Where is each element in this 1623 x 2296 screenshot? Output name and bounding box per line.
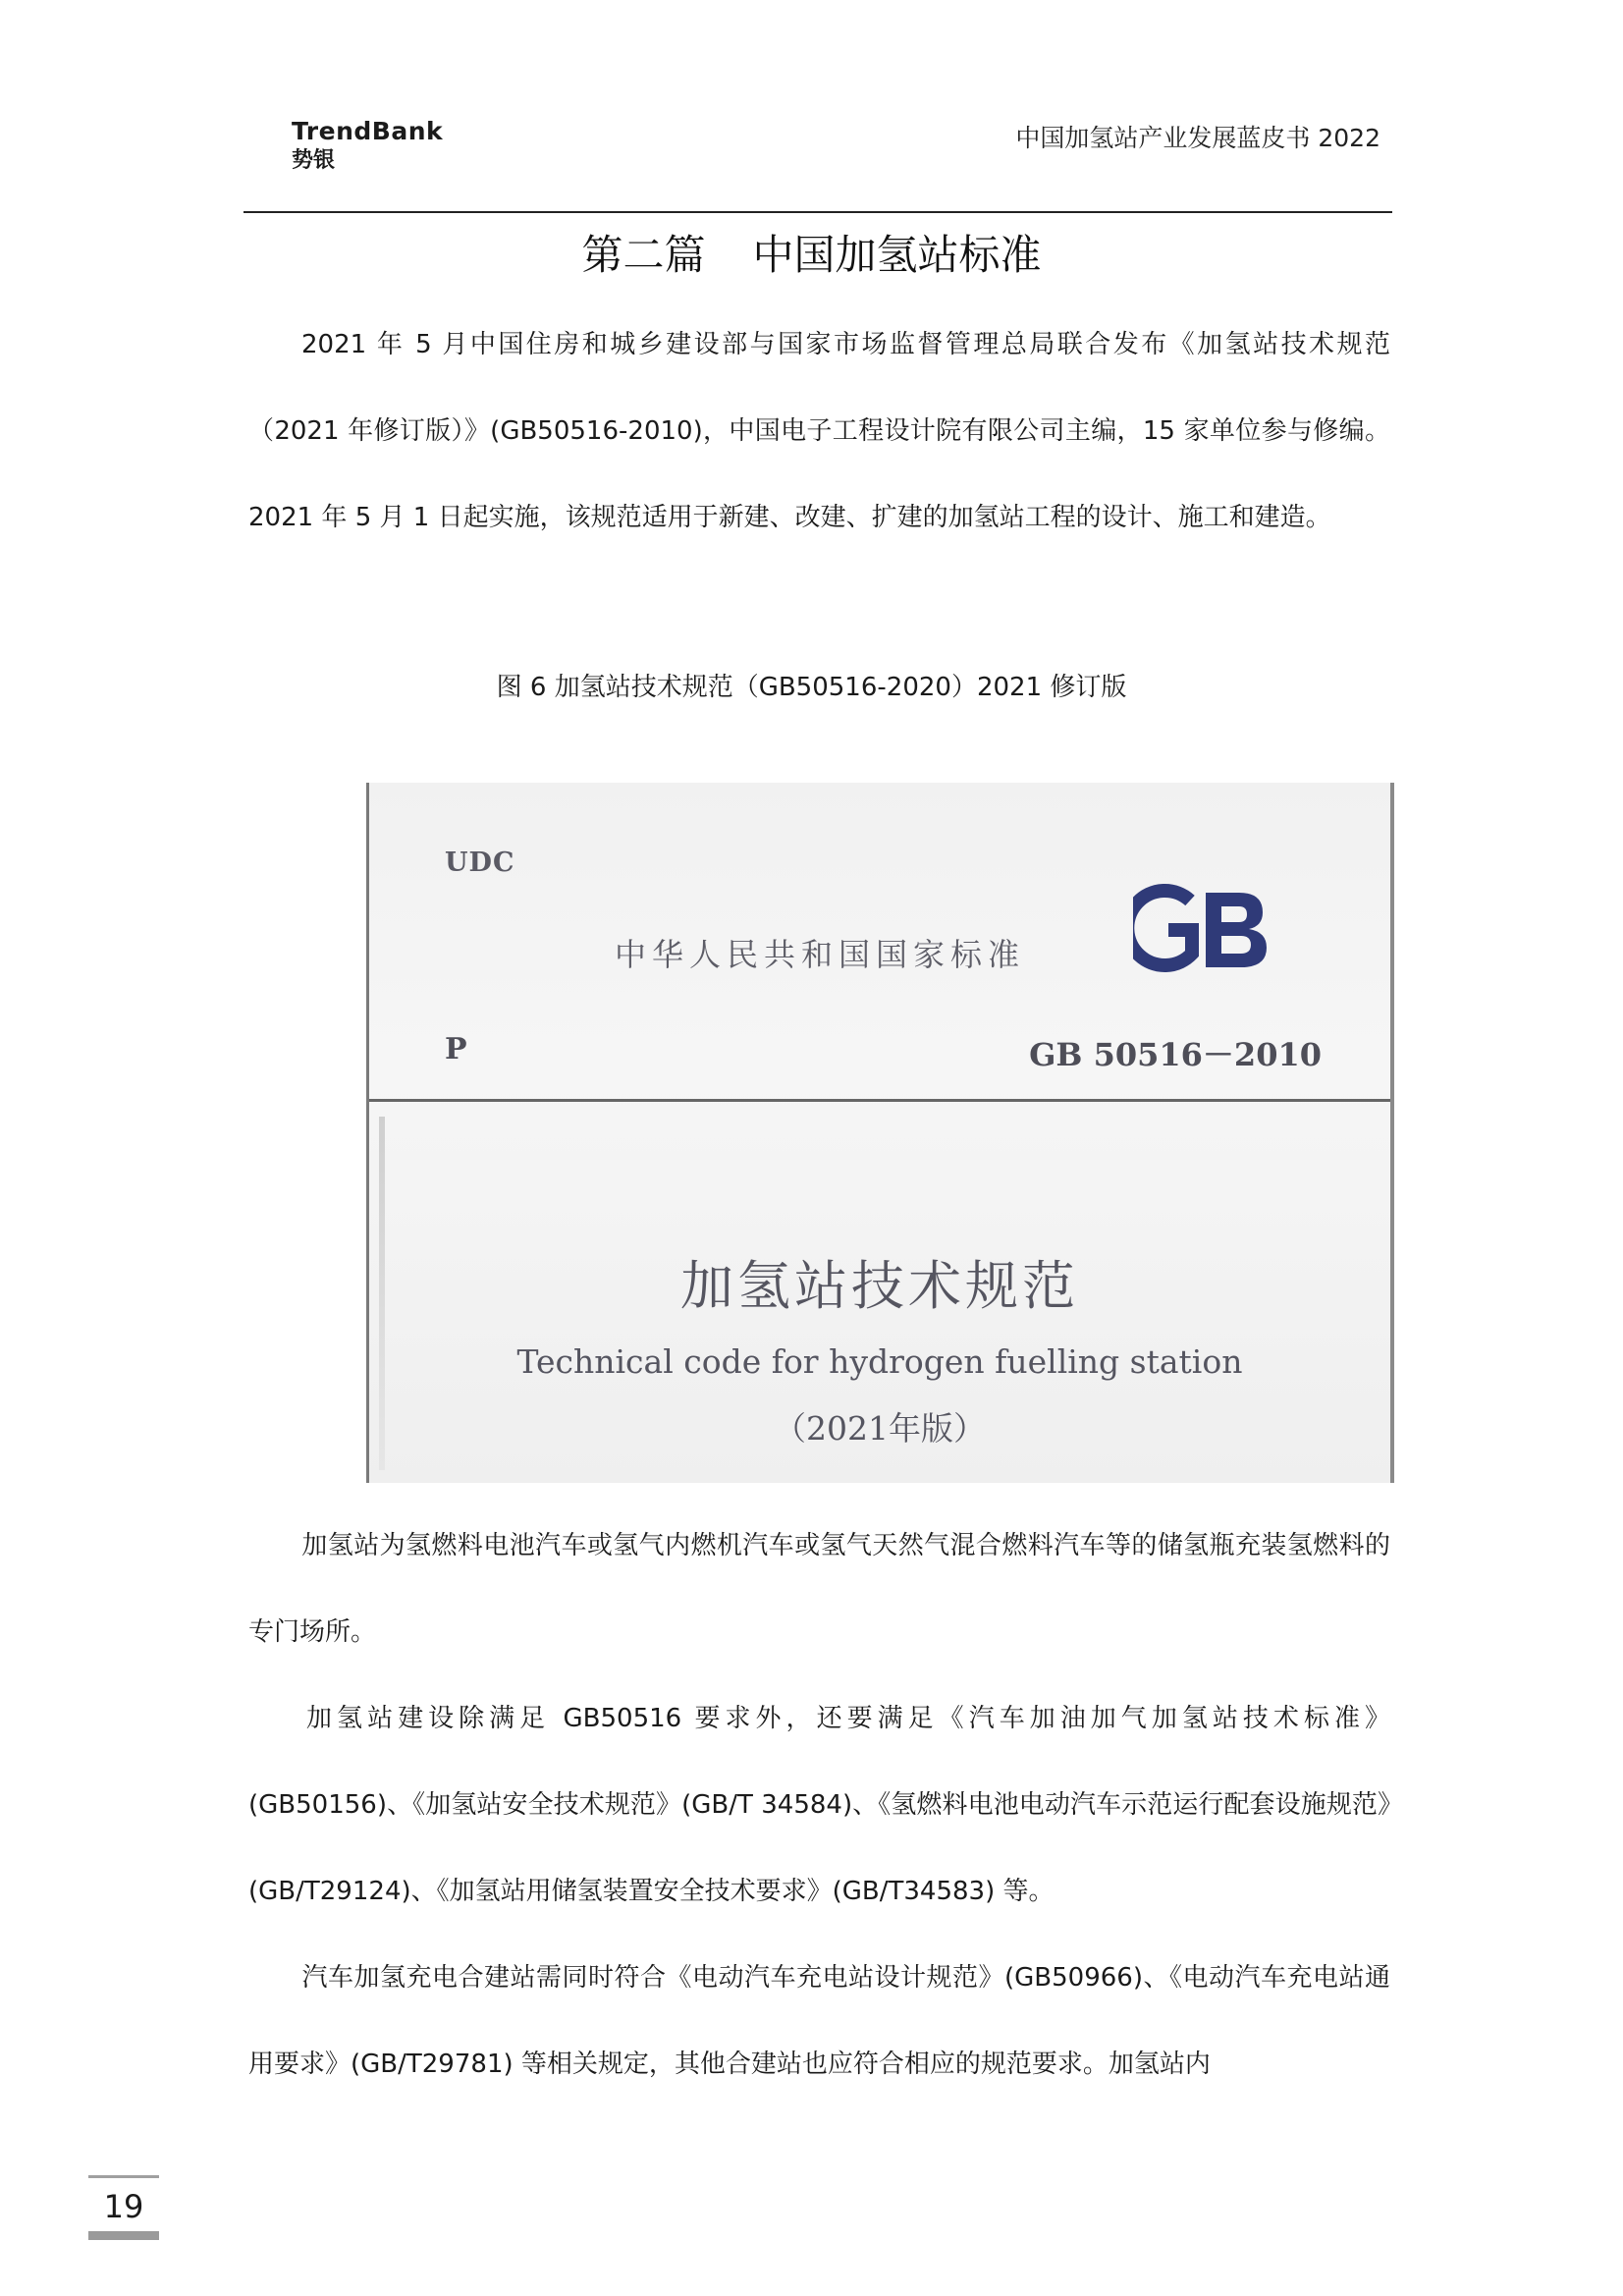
running-header-title: 中国加氢站产业发展蓝皮书 2022 <box>1015 124 1380 152</box>
logo-text-en: TrendBank <box>292 117 444 145</box>
page-number: 19 <box>103 2188 144 2225</box>
part-label: 第二篇 <box>581 231 706 279</box>
paragraph-text: 2021 年 5 月中国住房和城乡建设部与国家市场监督管理总局联合发布《加氢站技术规范（2021 年修订版）》(GB50516-2010)，中国电子工程设计院有限公司主编，15 家单位参与修编。2021 年 5 月 1 日起实施，该规范适用于新建、改建、扩建的加氢站工程的设计、施工和建造。 <box>248 330 1390 532</box>
paragraph-text: 汽车加氢充电合建站需同时符合《电动汽车充电站设计规范》(GB50966)、《电动汽车充电站通用要求》(GB/T29781) 等相关规定，其他合建站也应符合相应的规范要求。加氢站内 <box>248 1963 1390 2079</box>
paragraph-related-standards <box>248 1675 1390 1935</box>
cover-title-cn: 加氢站技术规范 <box>680 1255 1079 1317</box>
cover-divider <box>369 1099 1390 1102</box>
standard-cover-image <box>366 783 1394 1483</box>
page-number-box <box>88 2175 159 2240</box>
paragraph-text: 加氢站建设除满足 GB50516 要求外，还要满足《汽车加油加气加氢站技术标准》(GB50156)、《加氢站安全技术规范》(GB/T 34584)、《氢燃料电池电动汽车示范运行配套设施规范》(GB/T29124)、《加氢站用储氢装置安全技术要求》(GB/T34583) 等。 <box>248 1704 1390 1906</box>
cover-title-en: Technical code for hydrogen fuelling station <box>516 1342 1243 1381</box>
cover-udc: UDC <box>445 847 515 878</box>
cover-standard-number: GB 50516－2010 <box>1029 1036 1322 1073</box>
part-title <box>0 230 1623 281</box>
header-divider <box>243 211 1392 213</box>
figure-caption: 图 6 加氢站技术规范（GB50516-2020）2021 修订版 <box>496 673 1127 702</box>
logo-text-cn: 势银 <box>292 148 336 173</box>
cover-category-letter: P <box>445 1032 467 1066</box>
paragraph-text: 加氢站为氢燃料电池汽车或氢气内燃机汽车或氢气天然气混合燃料汽车等的储氢瓶充装氢燃料的专门场所。 <box>248 1531 1390 1647</box>
gb-logo-icon <box>1133 881 1271 977</box>
paragraph-intro <box>248 301 1390 561</box>
paragraph-definition <box>248 1503 1390 1675</box>
cover-edition: （2021年版） <box>774 1409 986 1448</box>
paragraph-combined-stations <box>248 1935 1390 2107</box>
part-heading: 中国加氢站标准 <box>752 231 1042 279</box>
trendbank-logo <box>292 118 443 175</box>
page-number-bottom-rule <box>88 2231 159 2240</box>
cover-national-standard: 中华人民共和国国家标准 <box>615 936 1026 973</box>
